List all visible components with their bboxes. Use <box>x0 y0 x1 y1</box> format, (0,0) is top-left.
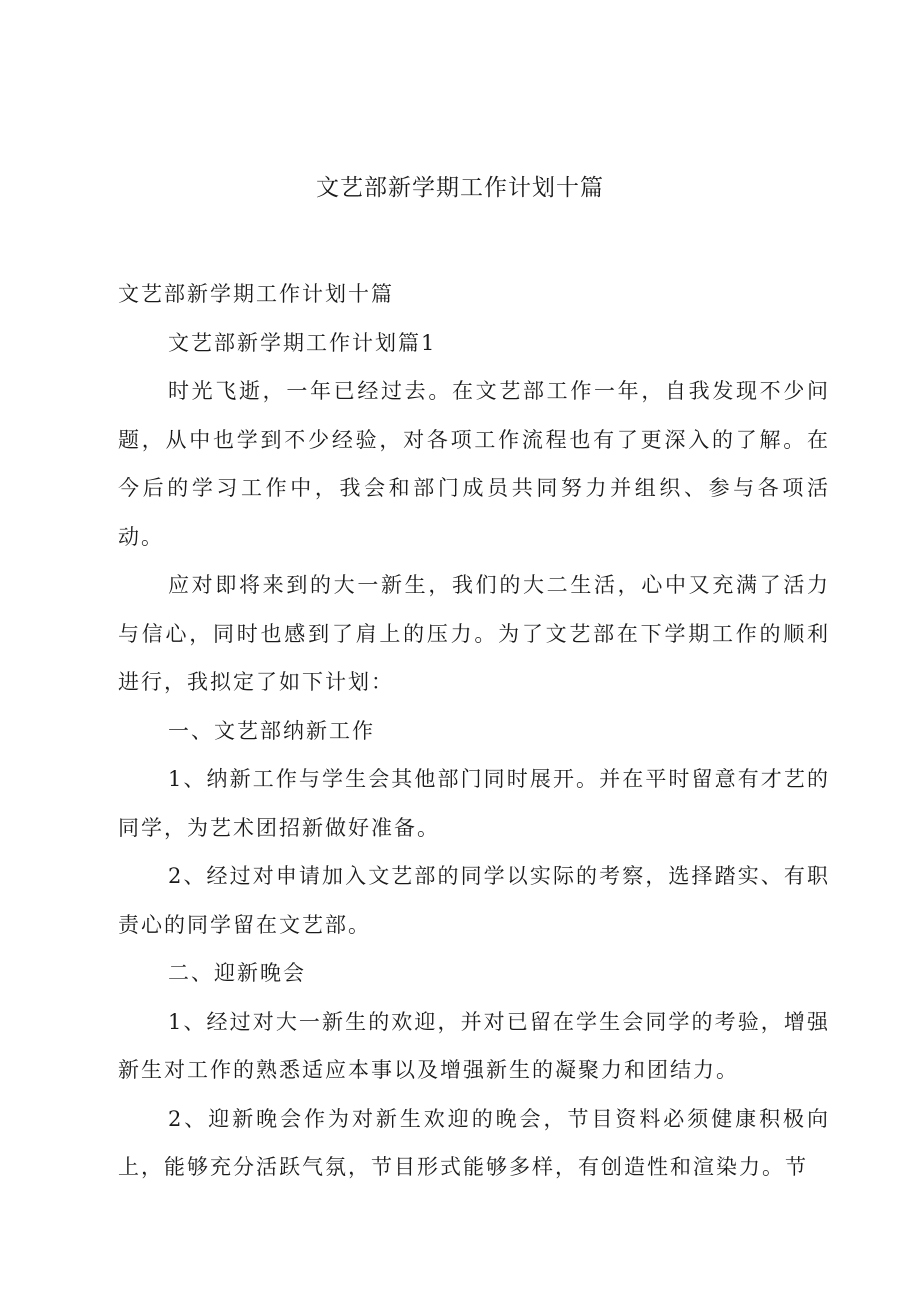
list-item-paragraph: 2、迎新晚会作为对新生欢迎的晚会，节目资料必须健康积极向上，能够充分活跃气氛，节目形式能够多样，有创造性和渲染力。节 <box>118 1106 830 1179</box>
subtitle-paragraph: 文艺部新学期工作计划十篇 <box>118 282 394 306</box>
list-item-paragraph: 1、经过对大一新生的欢迎，并对已留在学生会同学的考验，增强新生对工作的熟悉适应本事以及增强新生的凝聚力和团结力。 <box>118 1009 830 1082</box>
document-title: 文艺部新学期工作计划十篇 <box>316 175 604 201</box>
section-heading-welcome-party: 二、迎新晚会 <box>168 961 306 985</box>
section-heading-recruitment: 一、文艺部纳新工作 <box>168 718 375 743</box>
body-paragraph: 应对即将来到的大一新生，我们的大二生活，心中又充满了活力与信心，同时也感到了肩上的压力。为了文艺部在下学期工作的顺利进行，我拟定了如下计划： <box>118 573 830 694</box>
body-paragraph: 时光飞逝，一年已经过去。在文艺部工作一年，自我发现不少问题，从中也学到不少经验，对各项工作流程也有了更深入的了解。在今后的学习工作中，我会和部门成员共同努力并组织、参与各项活动。 <box>118 379 830 549</box>
list-item-paragraph: 1、纳新工作与学生会其他部门同时展开。并在平时留意有才艺的同学，为艺术团招新做好准备。 <box>118 767 830 840</box>
list-item-paragraph: 2、经过对申请加入文艺部的同学以实际的考察，选择踏实、有职责心的同学留在文艺部。 <box>118 864 830 937</box>
section-heading-plan-1: 文艺部新学期工作计划篇1 <box>168 330 437 355</box>
document-body <box>118 270 830 1192</box>
